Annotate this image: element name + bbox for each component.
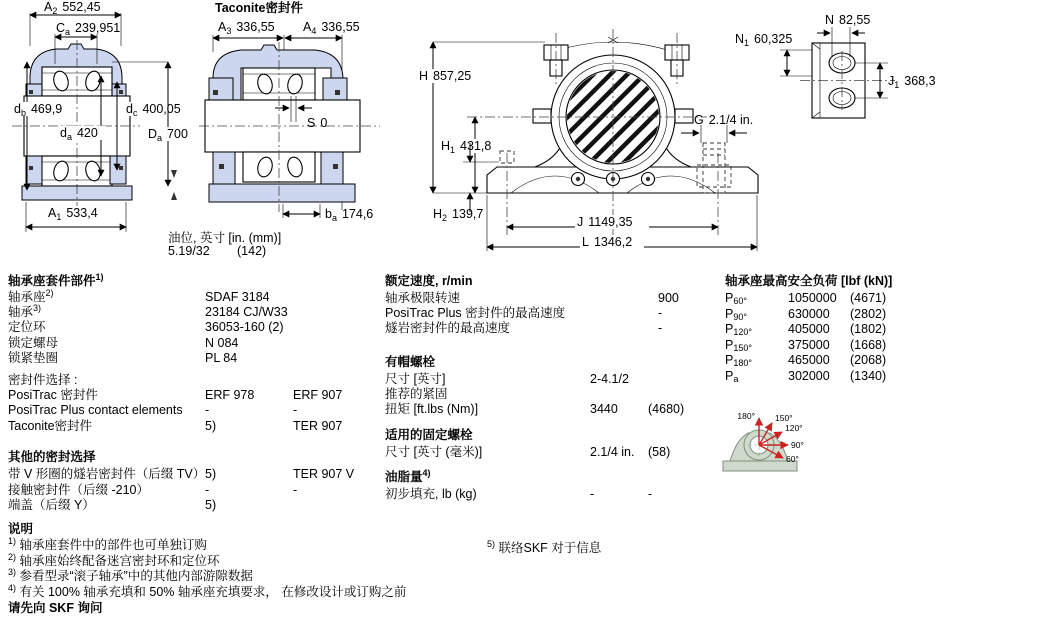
angle-label-120: 120°	[785, 423, 803, 433]
table-row: $P_{150^\circ}$ 375000 (1668)	[725, 337, 887, 353]
dim-Ca: $C_a$ 239,951	[56, 21, 121, 37]
note-item: $^{4)}$ 有关 100% 轴承充填和 50% 轴承座充填要求， 在修改设计或订购之前	[8, 583, 407, 600]
taconite-seal-block	[321, 152, 343, 184]
loads-title: 轴承座最高安全负荷 [lbf (kN)]	[725, 274, 893, 288]
dim-da: $d_a$ 420	[60, 126, 98, 142]
table-row: 锁紧垫圈 PL 84	[8, 350, 238, 365]
taconite-section-drawing	[195, 0, 400, 265]
notes-footer: 请先向 SKF 询问	[8, 600, 103, 615]
attachment-bolts-section	[385, 428, 720, 460]
table-row: 定位环 36053-160 (2)	[8, 320, 284, 335]
table-row: 燧岩密封件的最高速度 -	[385, 321, 663, 336]
table-row: PosiTrac 密封件 ERF 978 ERF 907	[8, 388, 343, 403]
dim-A2: $A_2$ 552,45	[44, 0, 101, 16]
angle-label-90: 90°	[791, 440, 804, 450]
table-row: 锁定螺母 N 084	[8, 335, 239, 350]
table-row: $P_{180^\circ}$ 465000 (2068)	[725, 353, 887, 368]
load-direction-diagram	[722, 405, 892, 480]
table-row: PosiTrac Plus 密封件的最高速度 -	[385, 306, 663, 321]
table-row: 推荐的紧固	[385, 387, 448, 402]
note-item: $^{2)}$ 轴承座始终配备迷宫密封环和定位环	[8, 551, 220, 568]
table-row: 轴承座$^{2)}$ SDAF 3184	[8, 287, 270, 304]
components-section	[8, 271, 380, 434]
table-row: 轴承极限转速 900	[385, 291, 679, 305]
grease-section	[385, 467, 720, 502]
seal-block	[26, 84, 42, 97]
table-row: 接触密封件（后缀 -210） - -	[8, 482, 298, 497]
table-row: $P_{60^\circ}$ 1050000 (4671)	[725, 291, 887, 306]
speed-section	[385, 274, 720, 337]
oil-level-inches: 5.19/32	[168, 244, 210, 258]
cap-bolts-title: 有帽螺栓	[385, 355, 436, 369]
oil-level-mm: (142)	[237, 244, 267, 258]
loads-section	[725, 274, 1045, 384]
table-row: 尺寸 [英寸] 2-4.1/2	[385, 372, 629, 386]
table-row: $P_{90^\circ}$ 630000 (2802)	[725, 306, 887, 322]
notes-title: 说明	[8, 522, 34, 536]
housing-pictogram	[723, 430, 797, 471]
dim-A3: $A_3$ 336,55	[218, 20, 275, 36]
components-title: 轴承座套件部件$^{1)}$	[8, 271, 104, 288]
dim-L: L 1346,2	[582, 235, 633, 249]
left-section-drawing	[0, 0, 205, 245]
notes-section	[8, 522, 406, 617]
side-view-drawing	[725, 5, 1005, 130]
table-row: 初步填充, lb (kg) - -	[385, 487, 653, 501]
table-row: $P_a$ 302000 (1340)	[725, 368, 887, 384]
grease-title: 油脂量$^{4)}$	[385, 467, 431, 484]
dim-Da: $D_a$ 700	[148, 127, 188, 143]
angle-label-150: 150°	[775, 413, 793, 423]
dim-H: H 857,25	[419, 69, 472, 83]
attachment-bolts-title: 适用的固定螺栓	[385, 428, 473, 442]
dim-S: S 0	[307, 116, 328, 130]
table-row: 轴承$^{3)}$ 23184 CJ/W33	[8, 303, 288, 320]
table-row: 扭矩 [ft.lbs (Nm)] 3440 (4680)	[385, 402, 685, 417]
note-item: $^{1)}$ 轴承座套件中的部件也可单独订购	[8, 535, 208, 552]
oil-level-label: 油位, 英寸 [in. (mm)]	[168, 231, 282, 245]
note-item: $^{3)}$ 参看型录“滚子轴承”中的其他内部游隙数据	[8, 567, 253, 584]
housing-base-section	[209, 184, 355, 202]
speed-title: 额定速度, r/min	[385, 274, 473, 288]
other-seals-title: 其他的密封选择	[8, 450, 96, 464]
angle-label-180: 180°	[737, 411, 755, 421]
dim-ba: $b_a$ 174,6	[325, 207, 374, 223]
table-row: 带 V 形圈的燧岩密封件（后缀 TV） 5) TER 907 V	[8, 467, 355, 481]
front-view-drawing	[415, 25, 765, 257]
dim-db: $d_b$ 469,9	[14, 102, 63, 118]
dim-dc: $d_c$ 400,05	[126, 102, 181, 118]
table-row: 尺寸 [英寸 (毫米)] 2.1/4 in. (58)	[385, 445, 671, 459]
seal-choice-label: 密封件选择 :	[8, 372, 78, 387]
dim-H1: $H_1$ 431,8	[441, 139, 492, 155]
cap-bolts-section	[385, 355, 720, 418]
dim-G: G 2.1/4 in.	[694, 113, 754, 127]
table-row: 端盖（后缀 Y） 5)	[8, 498, 217, 512]
dim-H2: $H_2$ 139,7	[433, 207, 484, 223]
dim-N: N 82,55	[825, 13, 871, 27]
dim-A4: $A_4$ 336,55	[303, 20, 360, 36]
table-row: PosiTrac Plus contact elements - -	[8, 403, 298, 418]
table-row: $P_{120^\circ}$ 405000 (1802)	[725, 322, 887, 337]
taconite-title: Taconite密封件	[215, 1, 303, 15]
dim-J: J 1149,35	[577, 215, 633, 229]
dim-J1: $J_1$ 368,3	[888, 74, 936, 90]
seal-block	[26, 156, 42, 184]
dim-N1: $N_1$ 60,325	[735, 32, 793, 48]
table-row: Taconite密封件 5) TER 907	[8, 418, 343, 433]
dim-A1: $A_1$ 533,4	[48, 206, 98, 222]
other-seals-section	[8, 450, 380, 514]
angle-label-60: 60°	[786, 454, 799, 464]
seal-block	[110, 156, 126, 184]
note-5: $^{5)}$ 联络SKF 对于信息	[487, 538, 602, 555]
